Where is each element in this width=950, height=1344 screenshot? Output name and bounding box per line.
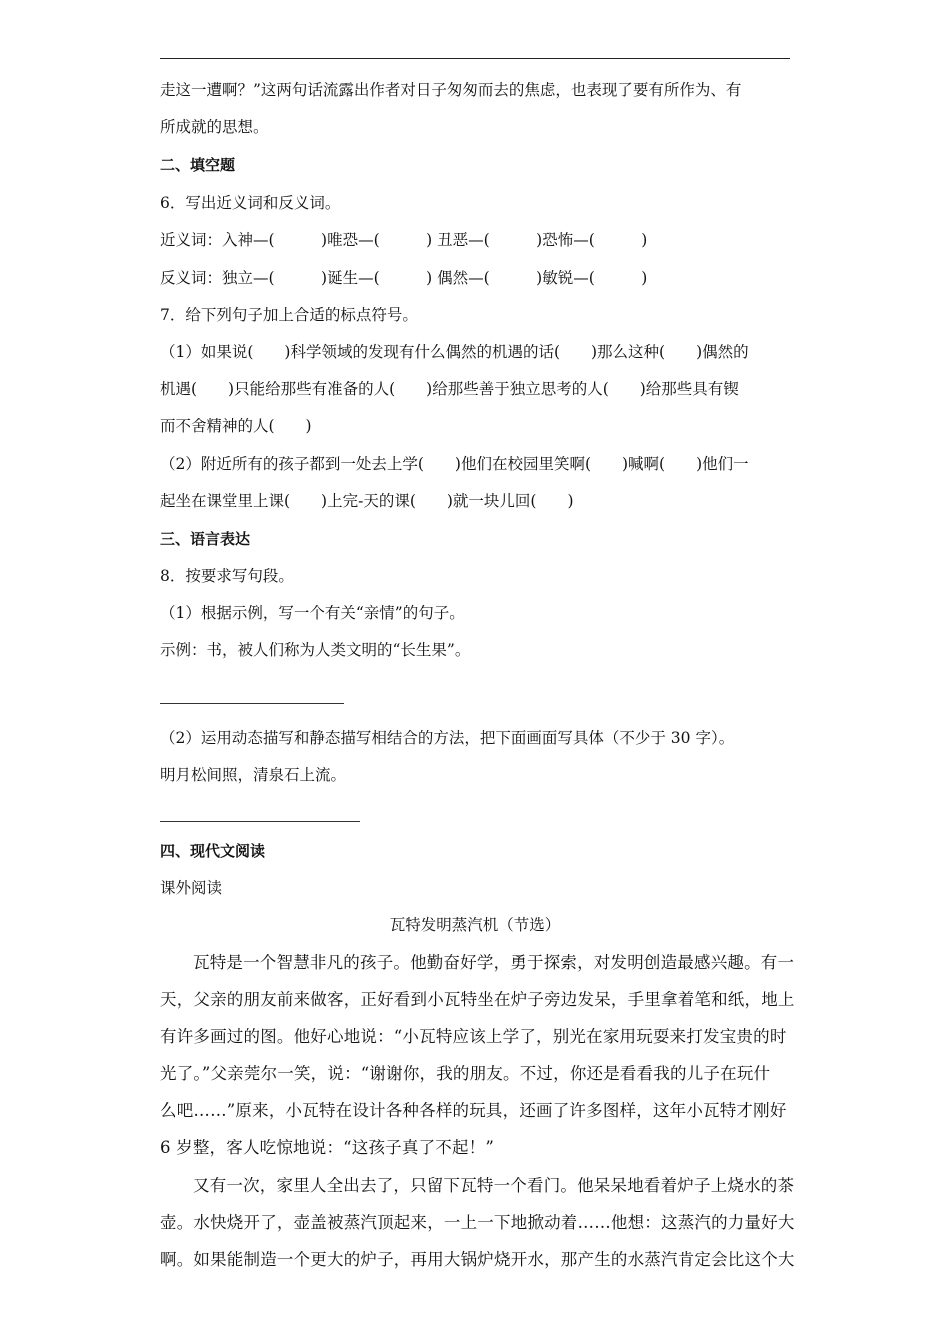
article-line: 有许多画过的图。他好心地说：“小瓦特应该上学了，别光在家用玩耍来打发宝贵的时 [160, 1027, 787, 1046]
article-line: 么吧……”原来，小瓦特在设计各种各样的玩具，还画了许多图样，这年小瓦特才刚好 [160, 1101, 787, 1120]
answer-blank[interactable] [160, 821, 360, 822]
article-line: 啊。如果能制造一个更大的炉子，再用大锅炉烧开水，那产生的水蒸汽肯定会比这个大 [160, 1250, 795, 1269]
article-line: 天，父亲的朋友前来做客，正好看到小瓦特坐在炉子旁边发呆，手里拿着笔和纸，地上 [160, 990, 795, 1009]
reading-label: 课外阅读 [160, 879, 223, 897]
text-line: （1）如果说( )科学领域的发现有什么偶然的机遇的话( )那么这种( )偶然的 [160, 343, 749, 361]
text-line: （2）运用动态描写和静态描写相结合的方法，把下面画面写具体（不少于 30 字）。 [160, 729, 735, 747]
text-line: 明月松间照，清泉石上流。 [160, 766, 347, 784]
header-rule [160, 58, 790, 59]
article-line: 壶。水快烧开了，壶盖被蒸汽顶起来，一上一下地掀动着……他想：这蒸汽的力量好大 [160, 1213, 795, 1232]
section-heading: 四、现代文阅读 [160, 842, 266, 860]
text-line: 而不舍精神的人( ) [160, 417, 312, 435]
text-line: 走这一遭啊？”这两句话流露出作者对日子匆匆而去的焦虑，也表现了要有所作为、有 [160, 81, 742, 99]
article-line: 6 岁整，客人吃惊地说：“这孩子真了不起！” [160, 1138, 495, 1157]
question-prompt: 7．给下列句子加上合适的标点符号。 [160, 306, 418, 324]
text-line: 所成就的思想。 [160, 118, 269, 136]
section-heading: 三、语言表达 [160, 530, 251, 548]
section-heading: 二、填空题 [160, 156, 236, 174]
article-line: 瓦特是一个智慧非凡的孩子。他勤奋好学，勇于探索，对发明创造最感兴趣。有一 [193, 953, 795, 972]
article-title: 瓦特发明蒸汽机（节选） [389, 916, 561, 934]
question-prompt: 8．按要求写句段。 [160, 567, 294, 585]
text-line: （2）附近所有的孩子都到一处去上学( )他们在校园里笑啊( )喊啊( )他们一 [160, 455, 749, 473]
text-line: 示例：书，被人们称为人类文明的“长生果”。 [160, 641, 471, 659]
synonyms-line: 近义词：入神—( )唯恐—( ) 丑恶—( )恐怖—( ) [160, 231, 648, 249]
answer-blank[interactable] [160, 703, 344, 704]
antonyms-line: 反义词：独立—( )诞生—( ) 偶然—( )敏锐—( ) [160, 269, 648, 287]
question-prompt: 6．写出近义词和反义词。 [160, 194, 341, 212]
text-line: （1）根据示例，写一个有关“亲情”的句子。 [160, 604, 465, 622]
article-line: 光了。”父亲莞尔一笑，说：“谢谢你，我的朋友。不过，你还是看看我的儿子在玩什 [160, 1064, 771, 1083]
text-line: 机遇( )只能给那些有准备的人( )给那些善于独立思考的人( )给那些具有锲 [160, 380, 739, 398]
article-line: 又有一次，家里人全出去了，只留下瓦特一个看门。他呆呆地看着炉子上烧水的茶 [193, 1176, 795, 1195]
text-line: 起坐在课堂里上课( )上完-天的课( )就一块儿回( ) [160, 492, 574, 510]
